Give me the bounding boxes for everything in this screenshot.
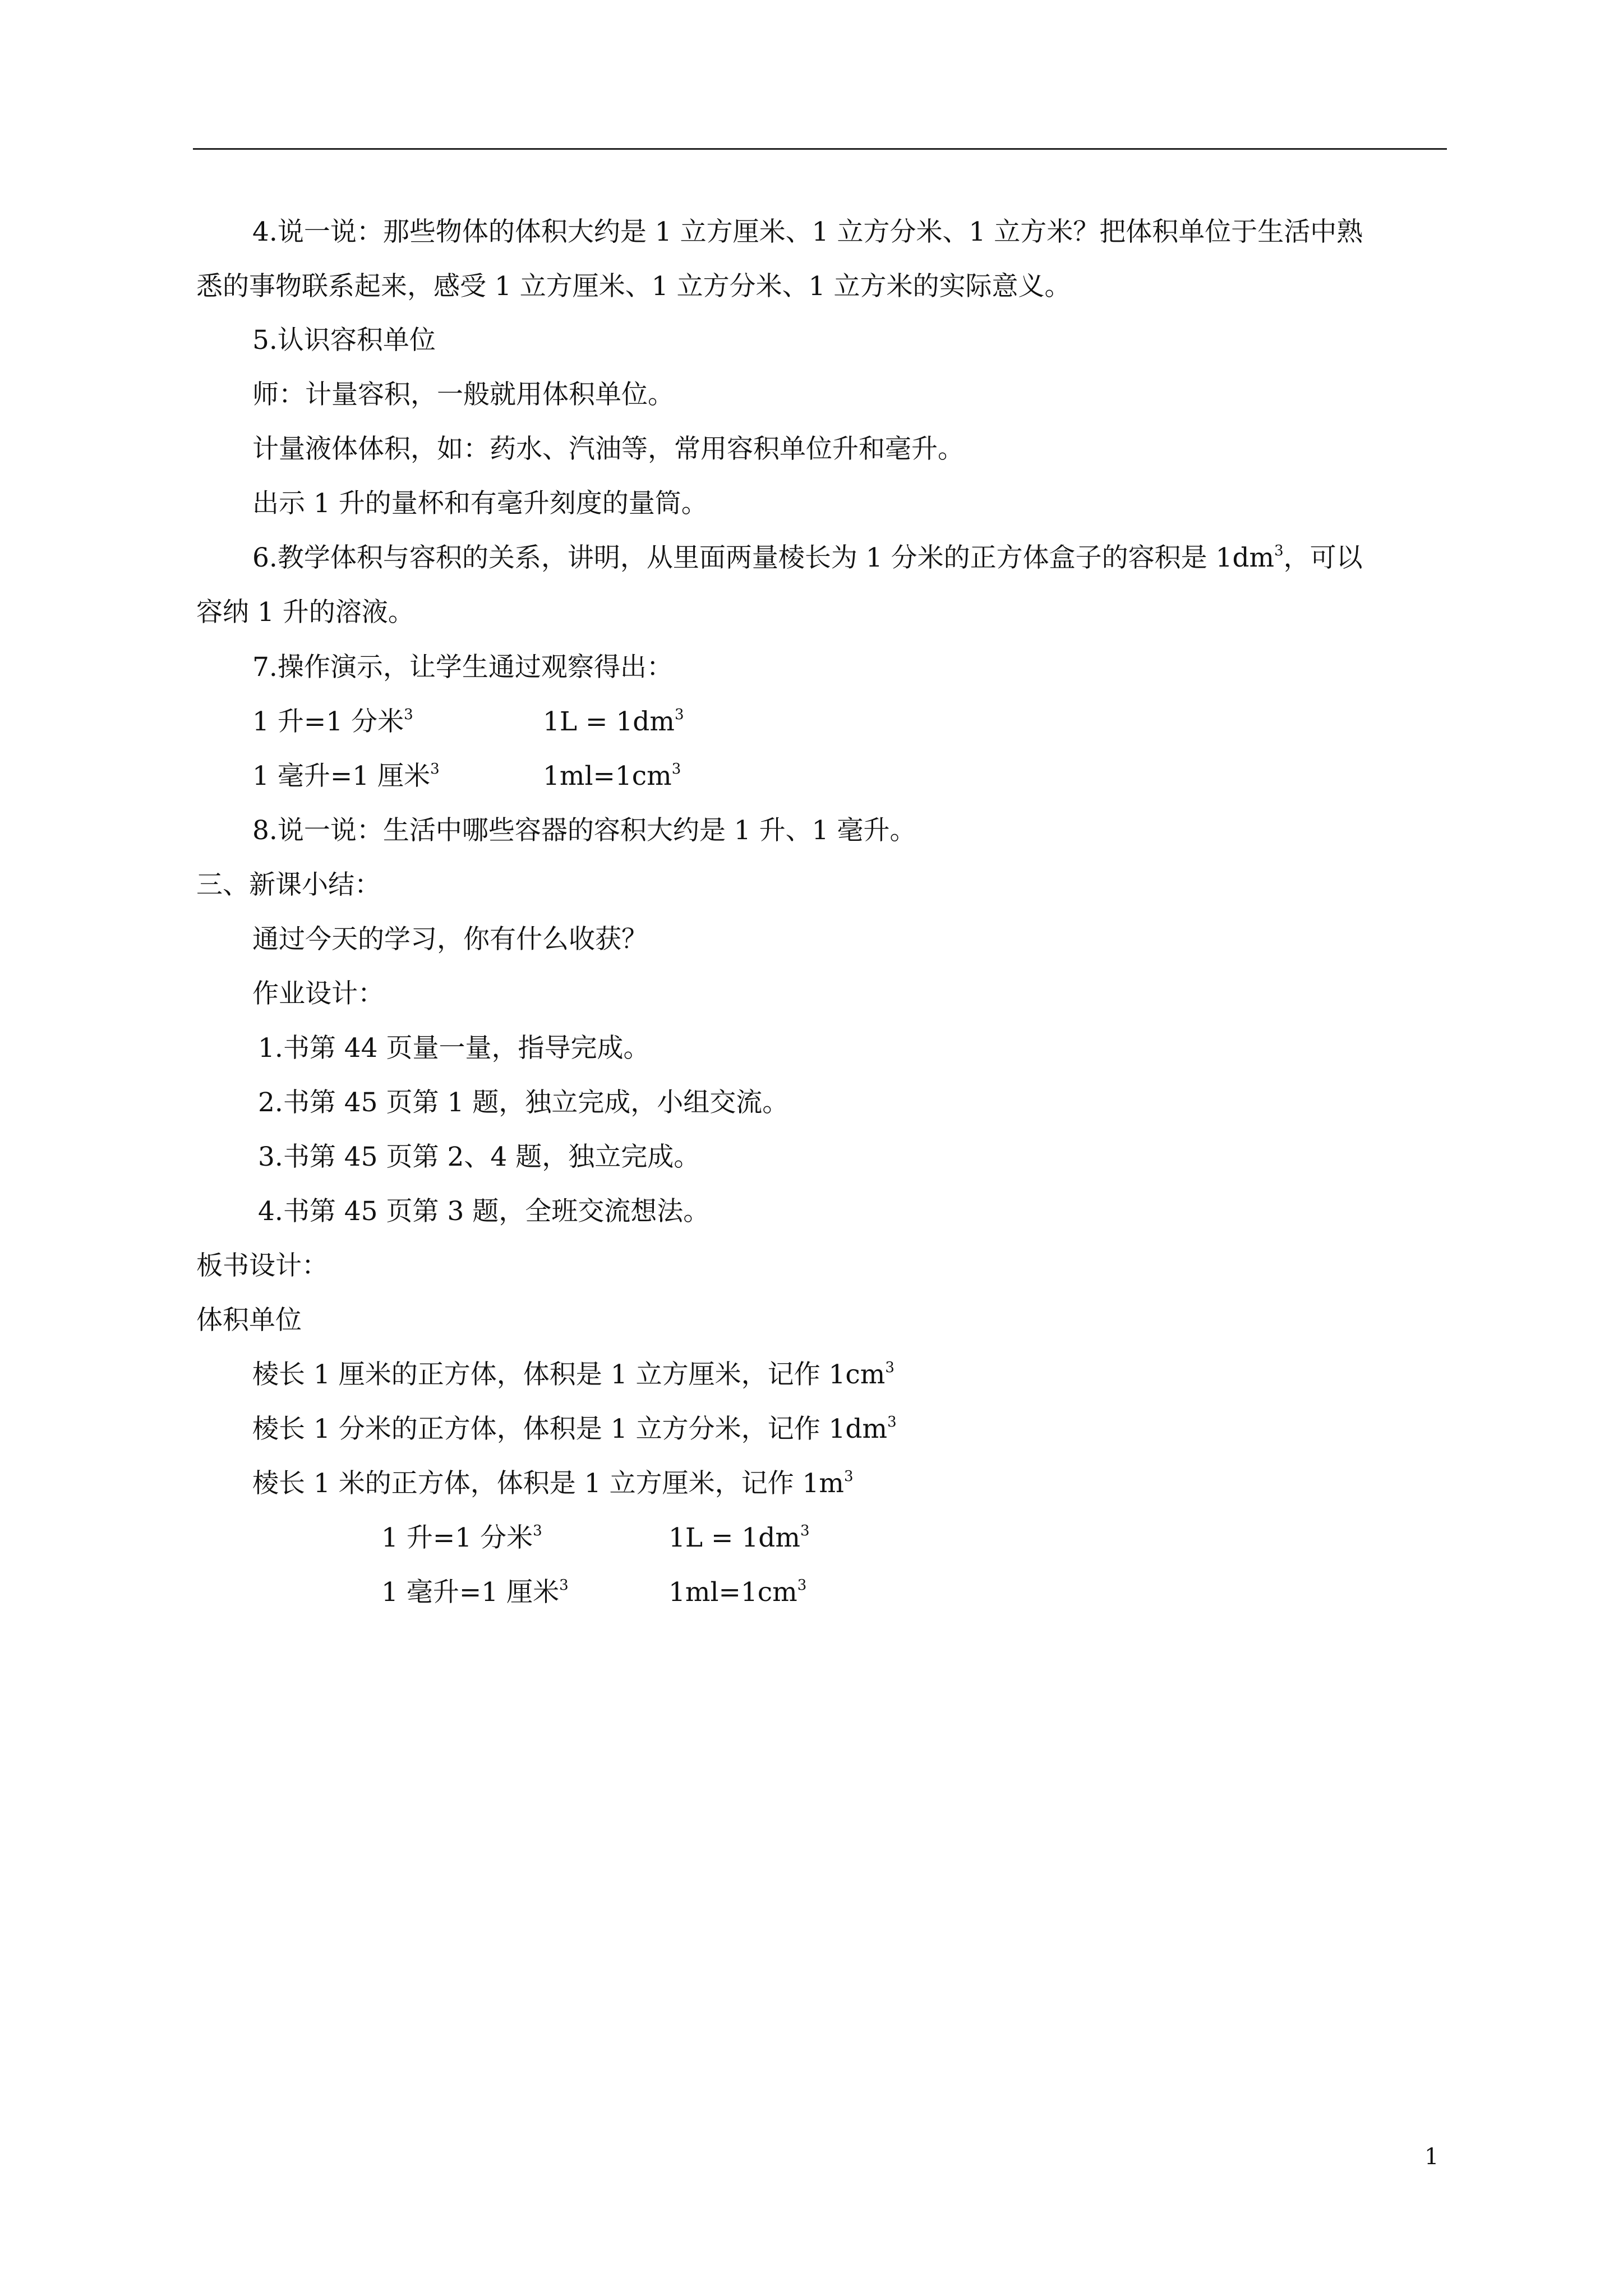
- superscript: 3: [843, 1468, 854, 1485]
- para-6-line-2: 容纳 1 升的溶液。: [196, 597, 414, 628]
- superscript: 3: [800, 1522, 810, 1539]
- para-4-line-2: 悉的事物联系起来，感受 1 立方厘米、1 立方分米、1 立方米的实际意义。: [196, 271, 1071, 302]
- board-equation-2-left: [381, 1576, 569, 1609]
- superscript: 3: [797, 1577, 807, 1594]
- header-rule: [193, 148, 1447, 150]
- superscript: 3: [559, 1577, 569, 1594]
- equation-text: 1L = 1dm: [543, 706, 675, 737]
- para-6-tail: ，可以: [1283, 542, 1363, 573]
- homework-item-2: 2.书第 45 页第 1 题，独立完成，小组交流。: [258, 1087, 789, 1118]
- homework-item-3: 3.书第 45 页第 2、4 题，独立完成。: [258, 1142, 700, 1172]
- homework-heading: 作业设计：: [252, 978, 384, 1009]
- equation-1-right: [543, 705, 684, 739]
- homework-item-1: 1.书第 44 页量一量，指导完成。: [258, 1033, 650, 1064]
- superscript: 3: [533, 1522, 542, 1539]
- board-line-3: [252, 1467, 854, 1501]
- para-7: 7.操作演示，让学生通过观察得出：: [252, 652, 673, 683]
- board-line-1: [252, 1358, 895, 1392]
- para-6-text: 6.教学体积与容积的关系，讲明，从里面两量棱长为 1 分米的正方体盒子的容积是 1dm: [252, 542, 1275, 573]
- board-text: 棱长 1 分米的正方体，体积是 1 立方分米，记作 1dm: [252, 1414, 888, 1444]
- para-6-line-1: [252, 541, 1363, 575]
- para-5-line-a: 师：计量容积，一般就用体积单位。: [252, 379, 674, 410]
- para-5-heading: 5.认识容积单位: [252, 325, 436, 356]
- board-equation-1-left: [381, 1521, 542, 1555]
- equation-text: 1 毫升=1 厘米: [252, 761, 431, 792]
- equation-text: 1 升=1 分米: [381, 1522, 533, 1553]
- superscript: 3: [430, 761, 440, 777]
- board-title: 体积单位: [196, 1305, 302, 1336]
- section-3-heading: 三、新课小结：: [196, 869, 381, 900]
- equation-text: 1ml=1cm: [543, 761, 672, 792]
- equation-text: 1ml=1cm: [668, 1577, 797, 1608]
- board-text: 棱长 1 厘米的正方体，体积是 1 立方厘米，记作 1cm: [252, 1359, 886, 1390]
- superscript: 3: [1274, 542, 1284, 559]
- page-number: 1: [1424, 2144, 1439, 2170]
- board-line-2: [252, 1412, 897, 1446]
- superscript: 3: [404, 706, 413, 723]
- para-8: 8.说一说：生活中哪些容器的容积大约是 1 升、1 毫升。: [252, 815, 916, 846]
- section-3-question: 通过今天的学习，你有什么收获？: [252, 924, 648, 955]
- para-5-line-b: 计量液体体积，如：药水、汽油等，常用容积单位升和毫升。: [252, 434, 964, 464]
- board-equation-1-right: [668, 1521, 809, 1555]
- board-design-heading: 板书设计：: [196, 1250, 328, 1281]
- equation-1-left: [252, 705, 413, 739]
- equation-text: 1 升=1 分米: [252, 706, 404, 737]
- para-4-line-1: 4.说一说：那些物体的体积大约是 1 立方厘米、1 立方分米、1 立方米？把体积单位于生活中熟: [252, 217, 1363, 247]
- board-text: 棱长 1 米的正方体，体积是 1 立方厘米，记作 1m: [252, 1468, 844, 1499]
- equation-2-right: [543, 760, 681, 793]
- superscript: 3: [674, 706, 684, 723]
- superscript: 3: [671, 761, 681, 777]
- homework-item-4: 4.书第 45 页第 3 题，全班交流想法。: [258, 1196, 710, 1227]
- para-5-line-c: 出示 1 升的量杯和有毫升刻度的量筒。: [252, 488, 708, 519]
- equation-text: 1 毫升=1 厘米: [381, 1577, 560, 1608]
- superscript: 3: [887, 1414, 897, 1430]
- equation-text: 1L = 1dm: [668, 1522, 800, 1553]
- equation-2-left: [252, 760, 440, 793]
- board-equation-2-right: [668, 1576, 806, 1609]
- superscript: 3: [885, 1359, 895, 1376]
